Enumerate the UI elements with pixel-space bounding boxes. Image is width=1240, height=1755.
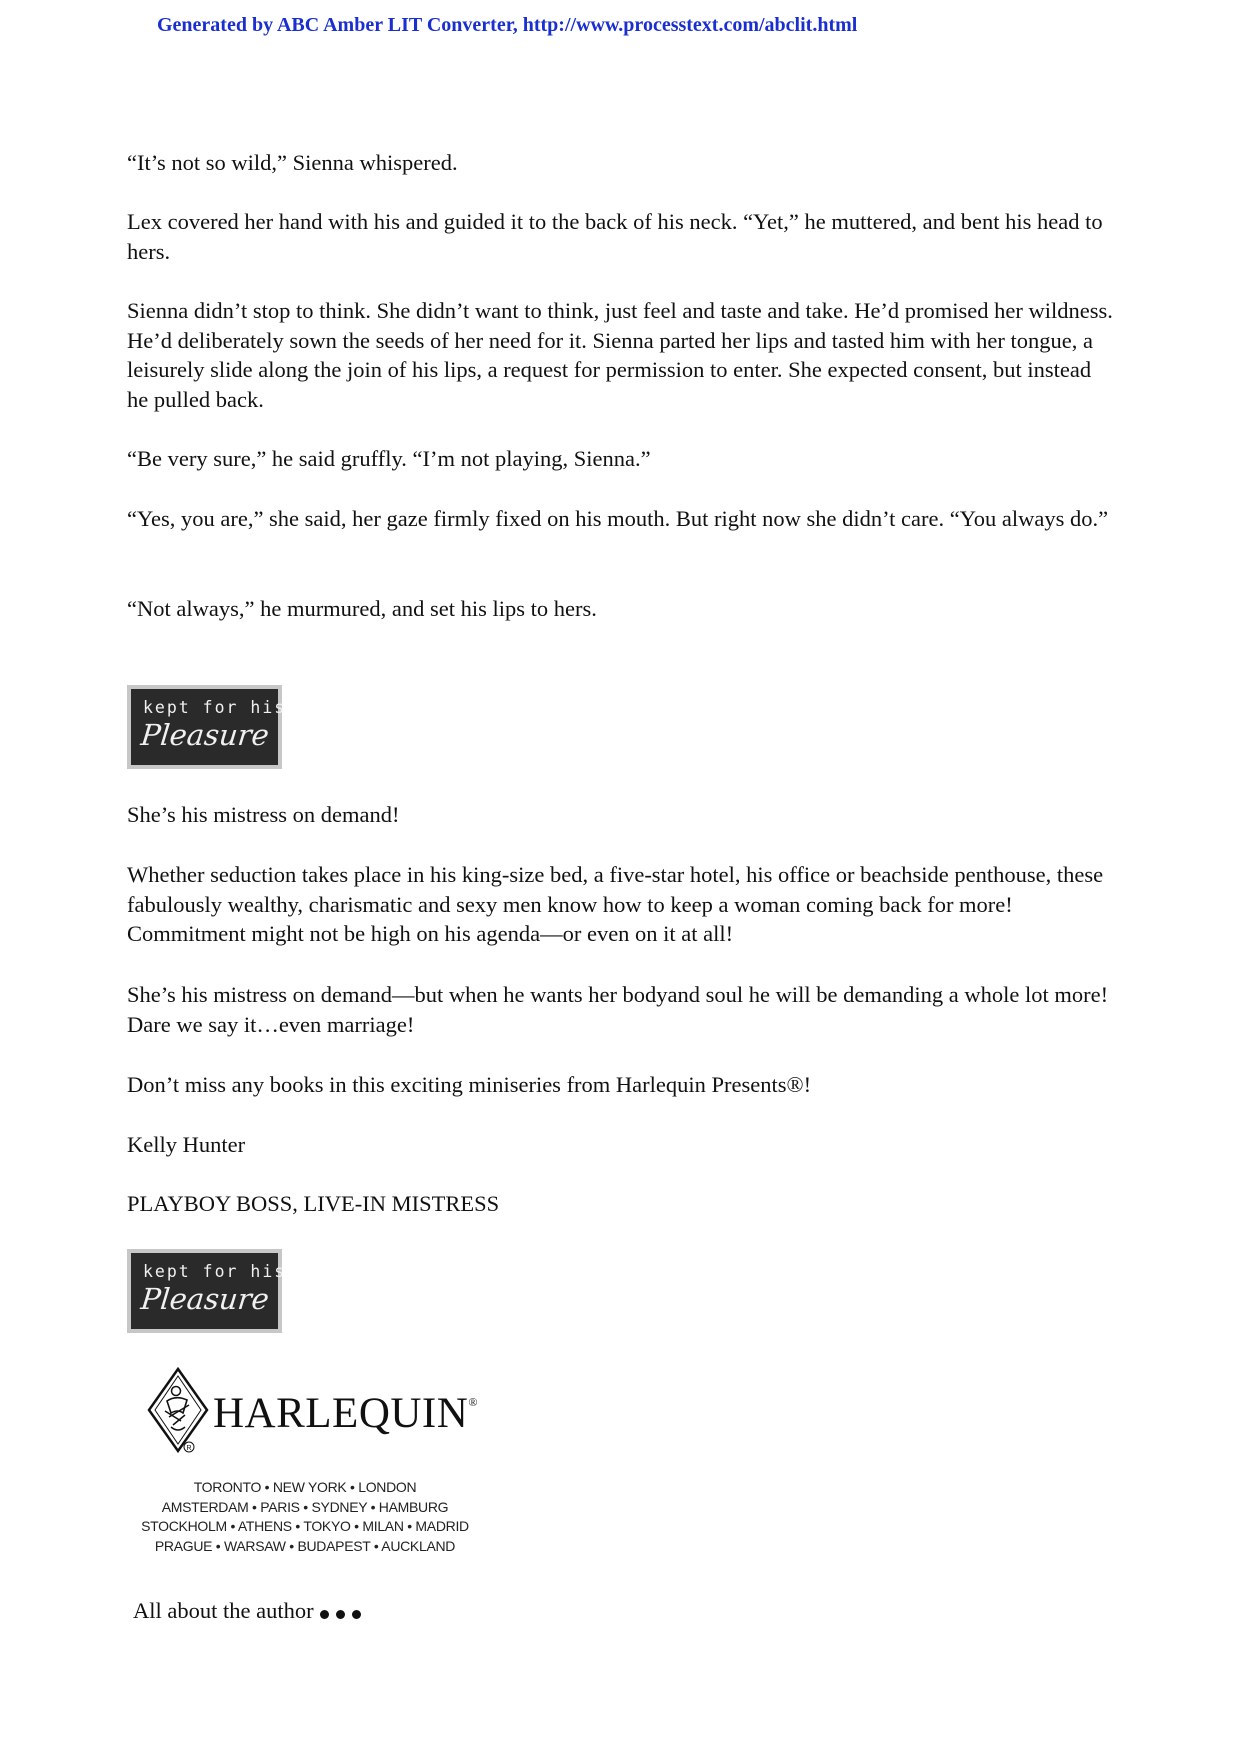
- promo-tagline: She’s his mistress on demand!: [127, 802, 400, 827]
- harlequin-wordmark: HARLEQUIN®: [213, 1390, 478, 1437]
- story-paragraph-1: “It’s not so wild,” Sienna whispered.: [127, 150, 458, 175]
- story-paragraph-2: Lex covered her hand with his and guided it to the back of his neck. “Yet,” he muttered, and bent his head to hers.: [127, 209, 1103, 264]
- promo-miniseries: Don’t miss any books in this exciting miniseries from Harlequin Presents®!: [127, 1072, 812, 1097]
- converter-header: Generated by ABC Amber LIT Converter, http://www.processtext.com/abclit.html: [157, 14, 858, 36]
- ellipsis-dots-icon: [320, 1606, 368, 1624]
- harlequin-logo: [145, 1367, 485, 1457]
- publisher-cities: [120, 1478, 490, 1556]
- story-paragraph-4: “Be very sure,” he said gruffly. “I’m not playing, Sienna.”: [127, 446, 651, 471]
- promo-paragraph-2: She’s his mistress on demand—but when he wants her bodyand soul he will be demanding a whole lot more! Dare we say it…even marriage!: [127, 982, 1109, 1037]
- harlequin-diamond-icon: [145, 1367, 211, 1457]
- series-logo: [127, 685, 287, 769]
- series-logo-2-line2: Pleasure: [139, 1282, 271, 1316]
- series-logo-2: [127, 1249, 287, 1333]
- book-title: PLAYBOY BOSS, LIVE-IN MISTRESS: [127, 1191, 500, 1216]
- svg-text:R: R: [186, 1445, 192, 1452]
- about-author-heading: All about the author: [133, 1598, 314, 1623]
- series-logo-2-line1: kept for his: [143, 1262, 287, 1281]
- cities-line: STOCKHOLM • ATHENS • TOKYO • MILAN • MADRID: [141, 1518, 469, 1534]
- story-paragraph-6: “Not always,” he murmured, and set his lips to hers.: [127, 596, 597, 621]
- cities-line: PRAGUE • WARSAW • BUDAPEST • AUCKLAND: [154, 1537, 456, 1554]
- promo-paragraph: Whether seduction takes place in his king-size bed, a five-star hotel, his office or beachside penthouse, these fabulously wealthy, charismatic and sexy men know how to keep a woman coming back for more! Commitment might not be high on his agenda—or even on it at all!: [127, 862, 1104, 946]
- cities-line: TORONTO • NEW YORK • LONDON: [193, 1479, 417, 1495]
- cities-line: AMSTERDAM • PARIS • SYDNEY • HAMBURG: [161, 1498, 449, 1515]
- story-paragraph-3: Sienna didn’t stop to think. She didn’t want to think, just feel and taste and take. He’d promised her wildness. He’d deliberately sown the seeds of her need for it. Sienna parted her lips and tasted him with her tongue, a leisurely slide along the join of his lips, a request for permission to enter. She expected consent, but instead he pulled back.: [127, 298, 1113, 412]
- series-logo-line2: Pleasure: [139, 718, 271, 752]
- book-author: Kelly Hunter: [127, 1132, 246, 1157]
- story-paragraph-5: “Yes, you are,” she said, her gaze firmly fixed on his mouth. But right now she didn’t care. “You always do.”: [127, 506, 1109, 531]
- series-logo-line1: kept for his: [143, 698, 287, 717]
